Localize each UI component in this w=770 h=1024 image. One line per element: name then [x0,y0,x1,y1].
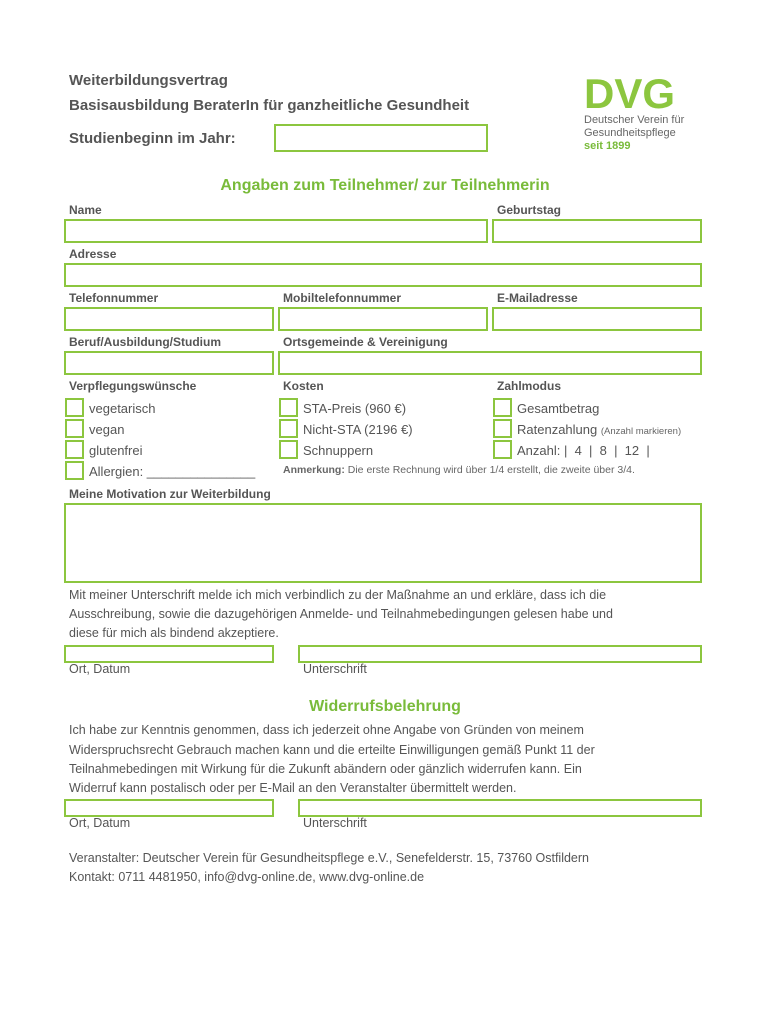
meal-vegetarian-label: vegetarisch [89,401,156,416]
cost-sta-checkbox[interactable] [279,398,298,417]
declaration-signature-label: Unterschrift [303,662,367,676]
dvg-logo [584,70,704,156]
phone-label: Telefonnummer [69,291,159,305]
meal-vegan-checkbox[interactable] [65,419,84,438]
dvg-logo-letters: DVG [584,70,676,112]
mobile-label: Mobiltelefonnummer [283,291,402,305]
logo-line1: Deutscher Verein für [584,114,685,126]
community-field[interactable] [278,351,702,375]
costs-label: Kosten [283,379,324,393]
meals-label: Verpflegungswünsche [69,379,197,393]
declaration-line1: Mit meiner Unterschrift melde ich mich verbindlich zu der Maßnahme an und erkläre, dass ich die [69,588,607,602]
meal-vegan-label: vegan [89,422,125,437]
payment-full-checkbox[interactable] [493,398,512,417]
logo-since: seit 1899 [584,140,631,152]
email-field[interactable] [492,307,702,331]
revocation-signature-field[interactable] [298,799,702,817]
revocation-signature-label: Unterschrift [303,816,367,830]
logo-line2: Gesundheitspflege [584,127,676,139]
phone-field[interactable] [64,307,274,331]
cost-note-text: Die erste Rechnung wird über 1/4 erstellt, die zweite über 3/4. [347,464,635,476]
payment-installment-label [517,422,681,437]
name-field[interactable] [64,219,488,243]
cost-note-bold: Anmerkung: [283,464,345,476]
email-label: E-Mailadresse [497,291,578,305]
meal-vegetarian-checkbox[interactable] [65,398,84,417]
declaration-signature-field[interactable] [298,645,702,663]
dvg-logo-mark [584,70,702,112]
revocation-line1: Ich habe zur Kenntnis genommen, dass ich jederzeit ohne Angabe von Gründen von meinem [69,723,584,737]
document-subtitle: Basisausbildung BeraterIn für ganzheitliche Gesundheit [69,97,470,114]
cost-non-sta-label: Nicht-STA (2196 €) [303,422,413,437]
study-start-field[interactable] [274,124,488,152]
revocation-place-date-label: Ort, Datum [69,816,131,830]
cost-trial-label: Schnuppern [303,443,374,458]
declaration-place-date-label: Ort, Datum [69,662,131,676]
mobile-field[interactable] [278,307,488,331]
cost-sta-label: STA-Preis (960 €) [303,401,407,416]
payment-count-checkbox[interactable] [493,440,512,459]
installment-hint: (Anzahl markieren) [600,426,682,437]
revocation-line4: Widerruf kann postalisch oder per E-Mail an den Veranstalter übermittelt werden. [69,781,517,795]
revocation-heading: Widerrufsbelehrung [309,698,461,715]
name-label: Name [69,203,102,217]
payment-installment-text: Ratenzahlung [517,422,598,437]
birthday-label: Geburtstag [497,203,562,217]
job-label: Beruf/Ausbildung/Studium [69,335,221,349]
job-field[interactable] [64,351,274,375]
meal-allergies-checkbox[interactable] [65,461,84,480]
footer-organizer: Veranstalter: Deutscher Verein für Gesundheitspflege e.V., Senefelderstr. 15, 73760 Ostfildern [69,851,589,865]
revocation-line2: Widerspruchsrecht Gebrauch machen kann und die erteilte Einwilligungen gemäß Punkt 11 der [69,743,595,757]
meal-glutenfree-checkbox[interactable] [65,440,84,459]
payment-label: Zahlmodus [497,379,562,393]
declaration-line2: Ausschreibung, sowie die dazugehörigen Anmelde- und Teilnahmebedingungen gelesen habe und [69,607,613,621]
address-label: Adresse [69,247,117,261]
address-field[interactable] [64,263,702,287]
declaration-line3: diese für mich als bindend akzeptiere. [69,626,279,640]
meal-glutenfree-label: glutenfrei [89,443,143,458]
declaration-place-date-field[interactable] [64,645,274,663]
cost-non-sta-checkbox[interactable] [279,419,298,438]
payment-full-label: Gesamtbetrag [517,401,600,416]
motivation-field[interactable] [64,503,702,583]
footer-contact: Kontakt: 0711 4481950, info@dvg-online.de, www.dvg-online.de [69,870,425,884]
cost-note [283,464,635,476]
birthday-field[interactable] [492,219,702,243]
participant-heading: Angaben zum Teilnehmer/ zur Teilnehmerin [220,177,550,194]
payment-count-label[interactable]: Anzahl: | 4 | 8 | 12 | [517,443,650,458]
community-label: Ortsgemeinde & Vereinigung [283,335,448,349]
meal-allergies-label: Allergien: _______________ [89,464,256,479]
study-start-label: Studienbeginn im Jahr: [69,130,236,147]
payment-installment-checkbox[interactable] [493,419,512,438]
cost-trial-checkbox[interactable] [279,440,298,459]
revocation-line3: Teilnahmebedingen mit Wirkung für die Zukunft abändern oder gänzlich widerrufen kann. Ein [69,762,582,776]
document-title: Weiterbildungsvertrag [69,72,228,89]
motivation-label: Meine Motivation zur Weiterbildung [69,487,271,501]
revocation-place-date-field[interactable] [64,799,274,817]
